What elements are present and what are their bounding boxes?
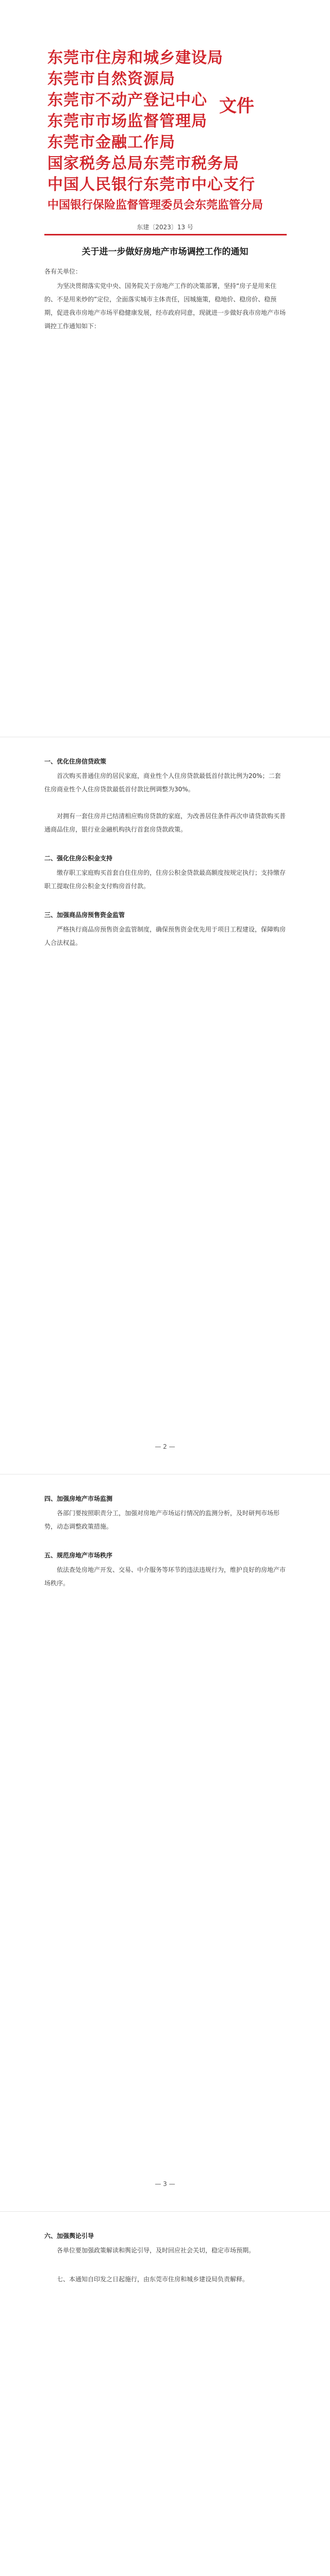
- letterhead-agencies: [47, 47, 290, 215]
- agency-name: 国家税务总局东莞市税务局: [47, 155, 239, 173]
- page-number: — 2 —: [155, 1443, 175, 1450]
- red-divider: [44, 234, 287, 235]
- agency-name: 中国人民银行东莞市中心支行: [47, 176, 255, 194]
- page-2: [0, 737, 330, 1474]
- page-3: [0, 1475, 330, 2211]
- section-heading: 五、规范房地产市场秩序: [44, 1552, 113, 1559]
- agency-name: 东莞市金融工作局: [47, 133, 175, 151]
- agency-name: 东莞市不动产登记中心: [47, 91, 207, 109]
- section-heading: 二、强化住房公积金支持: [44, 855, 113, 862]
- section-heading: 四、加强房地产市场监测: [44, 1495, 113, 1502]
- agency-name: 中国银行保险监督管理委员会东莞监管分局: [47, 198, 263, 212]
- paragraph: 七、本通知自印发之日起施行，由东莞市住房和城乡建设局负责解释。: [57, 2276, 249, 2283]
- document-number: 东建〔2023〕13 号: [137, 224, 193, 231]
- page-1: [0, 0, 330, 737]
- page-number: — 3 —: [155, 2180, 175, 2188]
- section-heading: 三、加强商品房预售资金监管: [44, 911, 125, 919]
- paragraph: 首次购买普通住房的居民家庭，商业性个人住房贷款最低首付款比例为20%；二套住房商业性个人住房贷款最低首付款比例调整为30%。: [44, 772, 281, 793]
- paragraph: 缴存职工家庭购买首套自住住房的，住房公积金贷款最高额度按规定执行；支持缴存职工提取住房公积金支付购房首付款。: [44, 869, 286, 890]
- paragraph: 各单位要加强政策解读和舆论引导，及时回应社会关切，稳定市场预期。: [57, 2247, 255, 2254]
- document-type-label: 文件: [219, 96, 254, 116]
- section-heading: 六、加强舆论引导: [44, 2232, 94, 2240]
- salutation: 各有关单位：: [44, 268, 82, 275]
- section-heading: 一、优化住房信贷政策: [44, 758, 107, 765]
- page-4: [0, 2212, 330, 2576]
- document-title: 关于进一步做好房地产市场调控工作的通知: [81, 247, 249, 257]
- paragraph: 为坚决贯彻落实党中央、国务院关于房地产工作的决策部署，坚持“房子是用来住的、不是用来炒的”定位，全面落实城市主体责任，因城施策，稳地价、稳房价、稳预期，促进我市房地产市场平稳健康发展，经市政府同意，现就进一步做好我市房地产市场调控工作通知如下：: [44, 282, 286, 330]
- paragraph: 各部门要按照职责分工，加强对房地产市场运行情况的监测分析，及时研判市场形势，动态调整政策措施。: [44, 1510, 280, 1530]
- agency-name: 东莞市市场监督管理局: [47, 112, 207, 130]
- agency-name: 东莞市自然资源局: [47, 70, 175, 88]
- paragraph: 严格执行商品房预售资金监管制度，确保预售资金优先用于项目工程建设，保障购房人合法权益。: [44, 926, 286, 946]
- paragraph: 对拥有一套住房并已结清相应购房贷款的家庭，为改善居住条件再次申请贷款购买普通商品住房，银行业金融机构执行首套房贷款政策。: [44, 812, 286, 833]
- paragraph: 依法查处房地产开发、交易、中介服务等环节的违法违规行为，维护良好的房地产市场秩序。: [44, 1566, 286, 1587]
- agency-name: 东莞市住房和城乡建设局: [47, 49, 223, 67]
